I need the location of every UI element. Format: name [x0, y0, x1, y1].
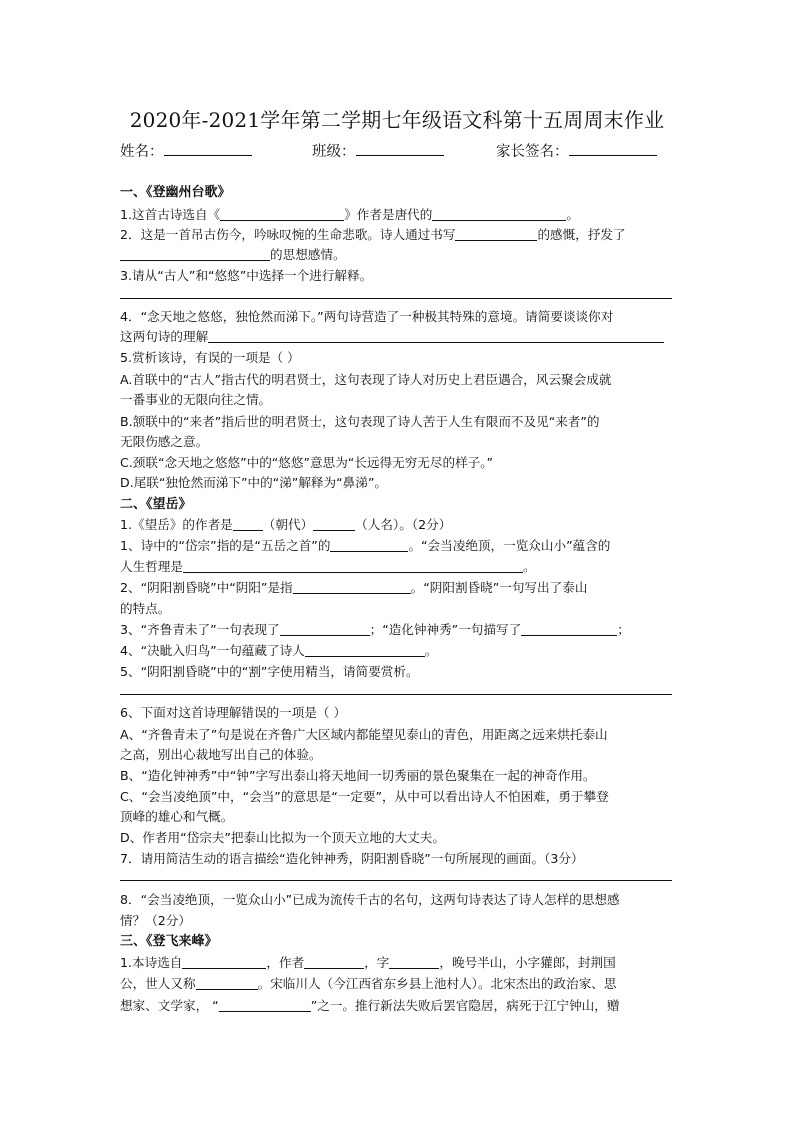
answer-blank[interactable] — [208, 329, 664, 343]
answer-line[interactable] — [120, 298, 672, 299]
parent-signature-field[interactable] — [496, 140, 657, 161]
text: 的感慨，抒发了 — [537, 227, 626, 242]
text: 。 — [424, 643, 438, 658]
text: 2．这是一首吊古伤今，吟咏叹惋的生命悲歌。诗人通过书写 — [120, 227, 456, 242]
text: 3、“齐鲁青未了”一句表现了 — [120, 622, 280, 637]
name-field[interactable] — [120, 140, 252, 161]
text: ”之一。推行新法失败后罢官隐居，病死于江宁钟山，赠 — [310, 998, 620, 1013]
text: 。“阴阳割昏晓”一句写出了泰山 — [410, 580, 588, 595]
s2-question-4 — [120, 619, 680, 638]
answer-blank[interactable] — [196, 976, 258, 990]
s2-question-3 — [120, 577, 680, 596]
s1-option-b: B.颔联中的“来者”指后世的明君贤士，这句表现了诗人苦于人生有限而不及见“来者”的 — [120, 414, 600, 429]
answer-blank[interactable] — [120, 247, 270, 261]
text: 2、“阴阳割昏晓”中“阴阳”是指 — [120, 580, 293, 595]
text: ；“造化钟神秀”一句描写了 — [369, 622, 522, 637]
text: 这两句诗的理解 — [120, 329, 209, 344]
parent-label: 家长签名： — [496, 144, 569, 160]
text: 1、诗中的“岱宗”指的是“五岳之首”的 — [120, 538, 331, 553]
s2-option-a-cont: 之高，别出心裁地写出自己的体验。 — [120, 747, 322, 762]
text: （朝代） — [262, 517, 314, 532]
s2-option-c: C、“会当凌绝顶”中，“会当”的意思是“一定要”，从中可以看出诗人不怕困难，勇于攀登 — [120, 789, 609, 804]
name-blank[interactable] — [164, 141, 252, 156]
s2-question-6: 5、“阴阳割昏晓”中的“割”字使用精当，请简要赏析。 — [120, 664, 419, 679]
text: 1.这首古诗选自《 — [120, 207, 221, 222]
answer-blank[interactable] — [280, 622, 370, 636]
text: 。“会当凌绝顶，一览众山小”蕴含的 — [408, 538, 611, 553]
text: ； — [617, 622, 630, 637]
class-field[interactable] — [312, 140, 444, 161]
s1-question-2-cont — [120, 244, 680, 263]
text: 公，世人又称 — [120, 976, 196, 991]
s3-question-1-cont2 — [120, 995, 680, 1014]
s2-question-3-cont: 的特点。 — [120, 601, 171, 616]
answer-line[interactable] — [120, 694, 672, 695]
text: ，作者 — [266, 955, 305, 970]
s2-option-b: B、“造化钟神秀”中“钟”字写出泰山将天地间一切秀丽的景色聚集在一起的神奇作用。 — [120, 768, 596, 783]
text: 4、“决眦入归鸟”一句蕴藏了诗人 — [120, 643, 305, 658]
page-title: 2020年-2021学年第二学期七年级语文科第十五周周末作业 — [129, 108, 665, 132]
answer-blank[interactable] — [233, 517, 263, 531]
parent-blank[interactable] — [569, 141, 657, 156]
answer-blank[interactable] — [293, 580, 411, 594]
s1-option-b-cont: 无限伤感之意。 — [120, 434, 209, 449]
s2-question-9: 8．“会当凌绝顶，一览众山小”已成为流传千古的名句，这两句诗表达了诗人怎样的思想感 — [120, 892, 620, 907]
text: 人生哲理是 — [120, 559, 183, 574]
answer-blank[interactable] — [389, 955, 439, 969]
answer-line[interactable] — [120, 880, 672, 881]
s3-question-1-cont — [120, 973, 680, 992]
answer-blank[interactable] — [304, 955, 364, 969]
s1-question-3: 3.请从“古人”和“悠悠”中选择一个进行解释。 — [120, 268, 373, 283]
s1-question-4-cont — [120, 326, 680, 345]
s2-question-9-cont: 情？（2分） — [120, 913, 191, 928]
answer-blank[interactable] — [220, 207, 344, 221]
answer-blank[interactable] — [182, 955, 266, 969]
class-label: 班级： — [312, 144, 356, 160]
text: ，晚号半山，小字獾郎，封荆国 — [439, 955, 616, 970]
text: 》作者是唐代的 — [344, 207, 433, 222]
s2-question-2 — [120, 535, 680, 554]
text: 想家、文学家， “ — [120, 998, 219, 1013]
answer-blank[interactable] — [219, 998, 311, 1012]
section-3-heading: 三、《登飞来峰》 — [120, 934, 218, 949]
s2-option-c-cont: 顶峰的雄心和气概。 — [120, 809, 234, 824]
s1-question-4: 4．“念天地之悠悠，独怆然而涕下。”两句诗营造了一种极其特殊的意境。请简要谈谈你对 — [120, 309, 614, 324]
answer-blank[interactable] — [521, 622, 617, 636]
text: 。 — [522, 559, 536, 574]
text: 的思想感情。 — [270, 247, 346, 262]
s1-question-2 — [120, 224, 680, 243]
s2-question-8: 7．请用简洁生动的语言描绘“造化钟神秀，阴阳割昏晓”一句所展现的画面。（3分） — [120, 851, 584, 866]
class-blank[interactable] — [356, 141, 444, 156]
s1-question-1 — [120, 204, 680, 223]
s2-question-1 — [120, 514, 680, 533]
section-1-heading: 一、《登幽州台歌》 — [120, 185, 231, 200]
answer-blank[interactable] — [330, 538, 408, 552]
answer-blank[interactable] — [305, 643, 425, 657]
answer-blank[interactable] — [455, 227, 537, 241]
section-2-heading: 二、《望岳》 — [120, 497, 192, 512]
text: 。宋临川人（今江西省东乡县上池村人）。北宋杰出的政治家、思 — [257, 976, 617, 991]
s1-option-a-cont: 一番事业的无限向往之情。 — [120, 392, 272, 407]
answer-blank[interactable] — [183, 559, 523, 573]
answer-blank[interactable] — [432, 207, 566, 221]
s3-question-1 — [120, 952, 680, 971]
s1-option-a: A.首联中的“古人”指古代的明君贤士，这句表现了诗人对历史上君臣遇合，风云聚会成就 — [120, 372, 612, 387]
text: ，字 — [364, 955, 390, 970]
answer-blank[interactable] — [313, 517, 355, 531]
text: 1.《望岳》的作者是 — [120, 517, 233, 532]
s2-option-a: A、“齐鲁青未了”句是说在齐鲁广大区域内都能望见泰山的青色，用距离之远来烘托泰山 — [120, 727, 608, 742]
text: 1.本诗选自 — [120, 955, 183, 970]
s1-question-5: 5.赏析该诗，有误的一项是（ ） — [120, 350, 300, 365]
s2-question-5 — [120, 640, 680, 659]
s2-question-2-cont — [120, 556, 680, 575]
text: 。 — [566, 207, 579, 222]
s2-option-d: D、作者用“岱宗夫”把泰山比拟为一个顶天立地的大丈夫。 — [120, 830, 445, 845]
name-label: 姓名： — [120, 144, 164, 160]
s1-option-c: C.颈联“念天地之悠悠”中的“悠悠”意思为“长远得无穷无尽的样子。” — [120, 455, 494, 470]
text: （人名）。（2分） — [355, 517, 452, 532]
s1-option-d: D.尾联“独怆然而涕下”中的“涕”解释为“鼻涕”。 — [120, 475, 387, 490]
s2-question-7: 6、下面对这首诗理解错误的一项是（ ） — [120, 705, 347, 720]
